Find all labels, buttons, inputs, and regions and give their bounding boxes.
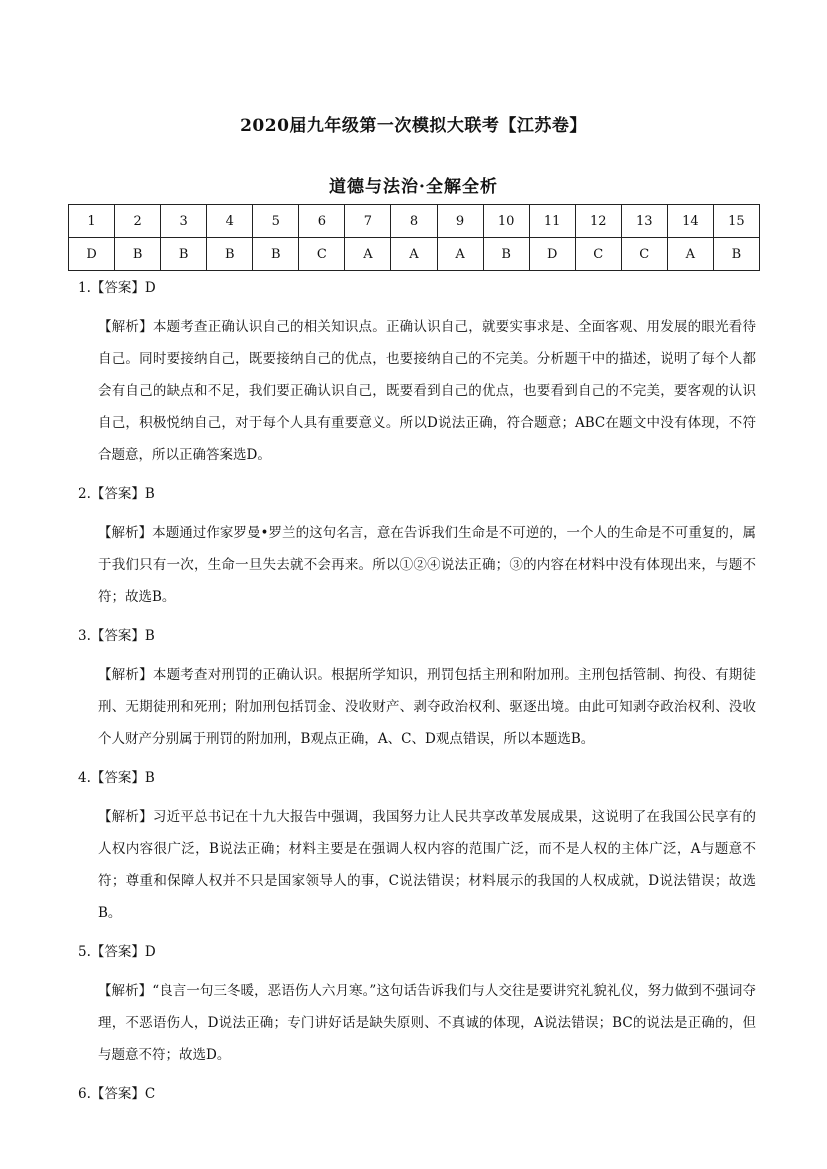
answer-letter-cell: A [345, 238, 391, 271]
question-number-cell: 3 [161, 205, 207, 238]
analysis-paragraph-5: 【解析】“良言一句三冬暖，恶语伤人六月寒。”这句话告诉我们与人交往是要讲究礼貌礼仪，努力做到不强词夺理，不恶语伤人，D说法正确；专门讲好话是缺失原则、不真诚的体现，A说法错误；BC的说法是正确的，但与题意不符；故选D。 [98, 983, 756, 1063]
question-number-row [69, 205, 760, 238]
answer-letter-cell: B [253, 238, 299, 271]
answer-letter-cell: D [69, 238, 115, 271]
question-number-cell: 5 [253, 205, 299, 238]
question-number-cell: 12 [575, 205, 621, 238]
question-number-cell: 13 [621, 205, 667, 238]
answer-letter-cell: C [575, 238, 621, 271]
question-number-cell: 2 [115, 205, 161, 238]
question-number-cell: 1 [69, 205, 115, 238]
page-subtitle: 道德与法治·全解全析 [329, 177, 498, 197]
answer-letter-cell: A [391, 238, 437, 271]
answer-heading-1: 1.【答案】D [78, 280, 156, 296]
analysis-paragraph-4: 【解析】习近平总书记在十九大报告中强调，我国努力让人民共享改革发展成果，这说明了在我国公民享有的人权内容很广泛，B说法正确；材料主要是在强调人权内容的范围广泛，而不是人权的主体广泛，A与题意不符；尊重和保障人权并不只是国家领导人的事，C说法错误；材料展示的我国的人权成就，D说法错误；故选B。 [98, 809, 756, 921]
question-number-cell: 15 [713, 205, 759, 238]
question-number-cell: 10 [483, 205, 529, 238]
answer-letter-cell: C [621, 238, 667, 271]
answer-heading-6: 6.【答案】C [78, 1086, 156, 1102]
answer-explanations [78, 276, 756, 1117]
question-number-cell: 14 [667, 205, 713, 238]
answer-letter-cell: B [713, 238, 759, 271]
answer-heading-5: 5.【答案】D [78, 944, 156, 960]
analysis-paragraph-1: 【解析】本题考查正确认识自己的相关知识点。正确认识自己，就要实事求是、全面客观、用发展的眼光看待自己。同时要接纳自己，既要接纳自己的优点，也要接纳自己的不完美。分析题干中的描述，说明了每个人都会有自己的缺点和不足，我们要正确认识自己，既要看到自己的优点，也要看到自己的不完美，要客观的认识自己，积极悦纳自己，对于每个人具有重要意义。所以D说法正确，符合题意；ABC在题文中没有体现，不符合题意，所以正确答案选D。 [98, 319, 756, 463]
answer-letter-cell: D [529, 238, 575, 271]
question-number-cell: 6 [299, 205, 345, 238]
analysis-paragraph-2: 【解析】本题通过作家罗曼•罗兰的这句名言，意在告诉我们生命是不可逆的，一个人的生命是不可重复的，属于我们只有一次，生命一旦失去就不会再来。所以①②④说法正确；③的内容在材料中没有体现出来，与题不符；故选B。 [98, 525, 756, 605]
analysis-paragraph-3: 【解析】本题考查对刑罚的正确认识。根据所学知识，刑罚包括主刑和附加刑。主刑包括管制、拘役、有期徒刑、无期徒刑和死刑；附加刑包括罚金、没收财产、剥夺政治权利、驱逐出境。由此可知剥夺政治权利、没收个人财产分别属于刑罚的附加刑，B观点正确，A、C、D观点错误，所以本题选B。 [98, 667, 756, 747]
answer-letter-row [69, 238, 760, 271]
answer-heading-3: 3.【答案】B [78, 628, 155, 644]
answer-heading-4: 4.【答案】B [78, 770, 155, 786]
answer-letter-cell: B [115, 238, 161, 271]
answer-table [68, 204, 760, 271]
question-number-cell: 8 [391, 205, 437, 238]
question-number-cell: 9 [437, 205, 483, 238]
answer-letter-cell: A [667, 238, 713, 271]
answer-heading-2: 2.【答案】B [78, 486, 155, 502]
answer-letter-cell: C [299, 238, 345, 271]
answer-letter-cell: B [483, 238, 529, 271]
answer-letter-cell: B [161, 238, 207, 271]
answer-letter-cell: A [437, 238, 483, 271]
question-number-cell: 7 [345, 205, 391, 238]
question-number-cell: 4 [207, 205, 253, 238]
page-title: 2020届九年级第一次模拟大联考【江苏卷】 [240, 116, 587, 136]
answer-letter-cell: B [207, 238, 253, 271]
question-number-cell: 11 [529, 205, 575, 238]
